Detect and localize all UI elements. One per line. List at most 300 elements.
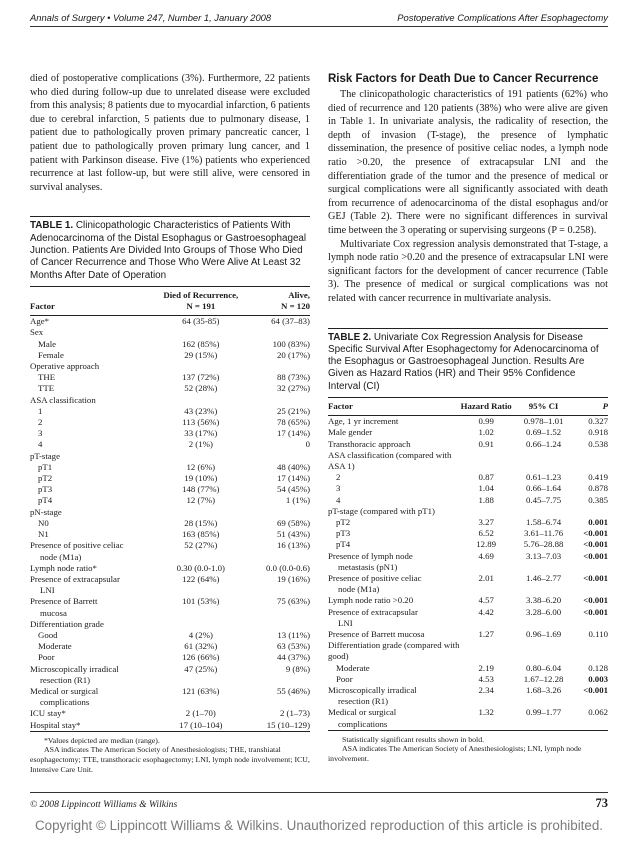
- table1-factor-cell: [30, 641, 159, 652]
- table2-p-value: [574, 640, 608, 662]
- table1-factor-cell: [30, 451, 159, 462]
- journal-citation: Annals of Surgery • Volume 247, Number 1, January 2008: [30, 12, 272, 23]
- table2-head-hr: Hazard Ratio: [460, 400, 512, 411]
- table1-row: [30, 473, 310, 484]
- table1-alive-value: 32 (27%): [277, 383, 310, 394]
- table1-factor: Poor: [38, 652, 55, 663]
- table1-died-value: 148 (77%): [182, 484, 220, 495]
- table2-ci-value: 0.61–1.23: [525, 472, 562, 483]
- table2-head-ci: 95% CI: [528, 400, 559, 411]
- table2-factor: pT-stage (compared with pT1): [328, 505, 435, 516]
- table2-top-rule: [328, 328, 608, 329]
- table2-factor-cell: [328, 506, 460, 517]
- table2-factor: pT3: [336, 528, 351, 539]
- table1-died-value: 137 (72%): [182, 372, 220, 383]
- table1-factor-cell: [30, 462, 159, 473]
- table1-factor-cell: [30, 596, 159, 618]
- table2-row: [328, 551, 608, 573]
- table2-factor: Poor: [336, 673, 353, 684]
- table2-factor: Presence of lymph node: [328, 550, 413, 561]
- table1-alive-value: 75 (63%): [277, 596, 310, 607]
- table1-alive-value: 69 (58%): [277, 517, 310, 528]
- table1-factor-cell: [30, 417, 159, 428]
- table2-factor-cell: [328, 674, 460, 685]
- table1-row: [30, 451, 310, 462]
- table2-ci-value: 3.61–11.76: [523, 528, 564, 539]
- table1-factor: Operative approach: [30, 361, 100, 372]
- table2-factor: Male gender: [328, 427, 373, 438]
- table1-factor: pT4: [38, 495, 53, 506]
- table1-died-value: [159, 327, 243, 338]
- table2-factor-cell: [328, 629, 460, 640]
- table1-died-value: 126 (66%): [182, 652, 220, 663]
- table2-p-value: 0.385: [588, 494, 608, 505]
- table1-factor: 4: [38, 439, 43, 450]
- table2-factor: Moderate: [336, 662, 370, 673]
- table2-row: [328, 495, 608, 506]
- table2-label: TABLE 2.: [328, 331, 372, 343]
- table2-factor-cell: [328, 551, 460, 573]
- table2-factor-cell: [328, 483, 460, 494]
- table1-factor: Hospital stay*: [30, 719, 81, 730]
- table2-factor: Microscopically irradical: [328, 685, 417, 696]
- table1-died-value: 4 (2%): [188, 629, 213, 640]
- table1-died-value: 0.30 (0.0-1.0): [176, 562, 225, 573]
- table1-alive-value: 88 (73%): [277, 372, 310, 383]
- table1-alive-value: 44 (37%): [277, 652, 310, 663]
- table2-ci-value: 5.76–28.88: [523, 539, 564, 550]
- table1-alive-value: [243, 395, 310, 406]
- table1-factor-cell: [30, 518, 159, 529]
- table2-hr-value: 0.91: [478, 438, 494, 449]
- table1-factor: Presence of Barrett: [30, 596, 98, 607]
- table2-p-value: [574, 506, 608, 517]
- table1-factor: Medical or surgical: [30, 685, 99, 696]
- table1-factor-cell: [30, 664, 159, 686]
- table1-died-value: 12 (6%): [186, 461, 216, 472]
- table1-factor-cont: mucosa: [40, 607, 67, 618]
- table1-row: [30, 350, 310, 361]
- table1-factor-cell: [30, 484, 159, 495]
- table1-caption: [30, 220, 310, 281]
- table1-died-value: 122 (64%): [182, 573, 220, 584]
- table2-factor: 2: [336, 472, 341, 483]
- table2-hr-value: [460, 640, 513, 662]
- table1-died-value: 2 (1%): [188, 439, 213, 450]
- table2-factor-cell: [328, 663, 460, 674]
- table1-factor-cell: [30, 428, 159, 439]
- table2-hr-value: 0.87: [478, 472, 494, 483]
- table2-ci-value: 1.67–12.28: [523, 673, 564, 684]
- table2-ci-value: 1.58–6.74: [525, 517, 562, 528]
- table1-row: [30, 339, 310, 350]
- table1-alive-value: 19 (16%): [277, 573, 310, 584]
- table1-row: [30, 395, 310, 406]
- running-header: [30, 10, 608, 27]
- table2-p-value: 0.878: [588, 483, 608, 494]
- table1-row: [30, 361, 310, 372]
- table1-row: [30, 664, 310, 686]
- table2-row: [328, 472, 608, 483]
- table2-row: [328, 629, 608, 640]
- table1-alive-value: 13 (11%): [277, 629, 310, 640]
- table2-factor: 3: [336, 483, 341, 494]
- table1-died-value: [159, 619, 243, 630]
- table1-factor-cell: [30, 339, 159, 350]
- table1-factor: Female: [38, 349, 64, 360]
- table2-row: [328, 663, 608, 674]
- table2-ci-value: 0.66–1.64: [525, 483, 562, 494]
- table2-p-value: 0.538: [588, 438, 608, 449]
- table1-died-value: 28 (15%): [184, 517, 218, 528]
- table1-died-value: 52 (28%): [184, 383, 218, 394]
- intro-paragraph: died of postoperative complications (3%). Furthermore, 22 patients who died during follow-up due to unrelated disease were excluded from this analysis; 8 patients due to myocardial infarction, 6 patients due to cerebral infarction, 5 patients due to pulmonary disease, 1 patient due to pathologically proven primary pancreatic cancer, 1 patient due to pathologically proven primary lung cancer, and 1 patient with Parkinson disease. Five (1%) patients who experienced recurrence at last follow-up, but were still alive, were censored in survival analyses.: [30, 73, 310, 193]
- table1-died-value: 163 (85%): [182, 529, 220, 540]
- table1-alive-value: [243, 361, 310, 372]
- table2-hr-value: 1.32: [478, 707, 494, 718]
- table1-row: [30, 372, 310, 383]
- table1-alive-value: 55 (46%): [277, 685, 310, 696]
- table2-hr-value: 4.69: [478, 550, 494, 561]
- table2-p-value: <0.001: [583, 573, 608, 584]
- table1-factor-cell: [30, 327, 159, 338]
- table2-factor-cont: node (M1a): [338, 584, 380, 595]
- table2-row: [328, 685, 608, 707]
- table1-alive-value: 1 (1%): [285, 495, 310, 506]
- table1-factor: Moderate: [38, 641, 72, 652]
- table2-factor: Presence of Barrett mucosa: [328, 629, 425, 640]
- table1: [30, 286, 310, 732]
- table1-factor: Presence of extracapsular: [30, 573, 120, 584]
- article-short-title: Postoperative Complications After Esophagectomy: [397, 12, 608, 23]
- table2-factor: Differentiation grade (compared with good): [328, 640, 460, 662]
- table1-alive-value: 64 (37–83): [271, 316, 310, 327]
- table2-ci-value: 1.46–2.77: [525, 573, 562, 584]
- table2-hr-value: 4.53: [478, 673, 494, 684]
- table2-factor: pT4: [336, 539, 351, 550]
- table1-row: [30, 540, 310, 562]
- table2-factor-cell: [328, 472, 460, 483]
- table1-row: [30, 383, 310, 394]
- table1-died-value: 12 (7%): [186, 495, 216, 506]
- table1-factor: pT1: [38, 461, 53, 472]
- table1-factor-cell: [30, 720, 159, 732]
- table1-factor: Differentiation grade: [30, 618, 104, 629]
- table2-factor-cont: metastasis (pN1): [338, 561, 398, 572]
- table1-factor-cell: [30, 439, 159, 450]
- table1-died-value: 17 (10–104): [179, 719, 223, 730]
- table1-died-value: 19 (10%): [184, 473, 218, 484]
- table2-p-value: 0.128: [588, 662, 608, 673]
- table1-row: [30, 630, 310, 641]
- table2-factor-cell: [328, 640, 460, 662]
- table1-factor: Male: [38, 338, 57, 349]
- table2-row: [328, 539, 608, 550]
- table2-body: [328, 416, 608, 731]
- table1-factor: Good: [38, 629, 58, 640]
- table1-died-value: 61 (32%): [184, 641, 218, 652]
- table2-hr-value: 2.19: [478, 662, 494, 673]
- table1-factor-cell: [30, 686, 159, 708]
- table1-alive-value: 17 (14%): [277, 473, 310, 484]
- table2-hr-value: 4.57: [478, 595, 494, 606]
- results-paragraph-2: Multivariate Cox regression analysis demonstrated that T-stage, a lymph node ratio >0.20 and the presence of extracapsular LNI were significant factors for the development of cancer recurrence (Table 3). The presence of medical or surgical complications was not related with cancer recurrence in multivariate analysis.: [328, 238, 608, 304]
- table1-body: [30, 316, 310, 732]
- table2-row: [328, 595, 608, 606]
- table1-caption-text: Clinicopathologic Characteristics of Patients With Adenocarcinoma of the Distal Esophagus or Gastroesophageal Junction. Patients Are Divided Into Groups of Those Who Died of Cancer Recurrence and Those Who Were Alive At Least 32 Months After Date of Operation: [30, 220, 307, 281]
- table2-row: [328, 483, 608, 494]
- table2-ci-value: 0.99–1.77: [525, 707, 562, 718]
- table2-footnote-abbrev: ASA indicates The American Society of Anesthesiologists; LNI, lymph node involvement.: [328, 744, 582, 764]
- table2-row: [328, 427, 608, 438]
- table2-factor-cont: LNI: [338, 617, 353, 628]
- footer-publisher: © 2008 Lippincott Williams & Wilkins: [30, 799, 178, 810]
- table1-alive-value: 54 (45%): [277, 484, 310, 495]
- table1-factor: pT-stage: [30, 450, 60, 461]
- table2-ci-value: 0.80–6.04: [525, 662, 562, 673]
- table1-row: [30, 574, 310, 596]
- table1-alive-value: [243, 451, 310, 462]
- copyright-notice: Copyright © Lippincott Williams & Wilkins. Unauthorized reproduction of this article is prohibited.: [34, 818, 604, 833]
- table1-factor-cell: [30, 350, 159, 361]
- table2-factor-cell: [328, 528, 460, 539]
- table1-factor-cell: [30, 708, 159, 719]
- table1-factor: Age*: [30, 316, 50, 327]
- footer-rule: [30, 792, 608, 793]
- table2-factor-cell: [328, 685, 460, 707]
- table2-factor-cell: [328, 517, 460, 528]
- table2-row: [328, 640, 608, 662]
- table1-factor-cont: node (M1a): [40, 551, 82, 562]
- table1-alive-value: 100 (83%): [272, 338, 310, 349]
- table1-row: [30, 507, 310, 518]
- table1-factor: Lymph node ratio*: [30, 562, 97, 573]
- table1-head-alive-1: Alive,: [288, 289, 310, 300]
- table2-row: [328, 517, 608, 528]
- table2-ci-value: 0.96–1.69: [525, 629, 562, 640]
- table2-ci-value: [513, 640, 575, 662]
- table1-row: [30, 652, 310, 663]
- table2-hr-value: 2.34: [478, 685, 494, 696]
- table1-alive-value: 25 (21%): [277, 405, 310, 416]
- table2-p-value: 0.062: [588, 707, 608, 718]
- table2-head-p: P: [602, 400, 608, 411]
- table1-alive-value: 17 (14%): [277, 428, 310, 439]
- table2-p-value: <0.001: [583, 550, 608, 561]
- table1-head-alive-2: N = 120: [281, 301, 310, 312]
- table1-row: [30, 708, 310, 719]
- table1-died-value: [159, 361, 243, 372]
- table1-died-value: 64 (35-85): [182, 316, 220, 327]
- table2-row: [328, 707, 608, 730]
- table2-factor-cell: [328, 707, 460, 730]
- table1-alive-value: 48 (40%): [277, 461, 310, 472]
- table1-died-value: 52 (27%): [184, 540, 218, 551]
- results-paragraph-1: The clinicopathologic characteristics of 191 patients (62%) who died of recurrence and 120 patients (38%) who were alive are given in Table 1. In univariate analysis, the radicality of resection, the depth of invasion (T-stage), the presence of lymphatic dissemination, the presence of positive celiac nodes, a lymph node ratio >0.20, the presence of extracapsular LNI and the differentiation grade of the tumor and the presence of medical or surgical complications were all significantly associated with death from recurrence of adenocarcinoma of the distal esophagus and/or GEJ (Table 2). There were no significant differences in survival time between the 3 operating or supervising surgeons (P = 0.258).: [328, 89, 608, 236]
- table1-row: [30, 641, 310, 652]
- section-heading: Risk Factors for Death Due to Cancer Recurrence: [328, 73, 599, 85]
- table1-died-value: 29 (15%): [184, 349, 218, 360]
- table2-hr-value: 6.52: [478, 528, 494, 539]
- table1-factor-cell: [30, 630, 159, 641]
- table1-head-died-2: N = 191: [186, 301, 216, 312]
- table2-hr-value: 1.88: [478, 494, 494, 505]
- table1-alive-value: [243, 327, 310, 338]
- table2-ci-value: 0.69–1.52: [525, 427, 562, 438]
- table1-alive-value: 63 (53%): [277, 641, 310, 652]
- table1-factor-cell: [30, 529, 159, 540]
- table1-factor: TTE: [38, 383, 55, 394]
- table1-alive-value: 0: [305, 439, 310, 450]
- table2-factor-cell: [328, 495, 460, 506]
- table2-factor-cell: [328, 539, 460, 550]
- table1-alive-value: 15 (10–129): [266, 719, 310, 730]
- table1-factor-cell: [30, 540, 159, 562]
- table2-p-value: 0.327: [588, 416, 608, 427]
- table1-label: TABLE 1.: [30, 220, 74, 232]
- table1-factor: pN-stage: [30, 506, 62, 517]
- table2-p-value: <0.001: [583, 606, 608, 617]
- table1-factor-cont: LNI: [40, 585, 55, 596]
- table1-died-value: 43 (23%): [184, 405, 218, 416]
- table2-hr-value: [460, 506, 513, 517]
- table1-factor: Presence of positive celiac: [30, 540, 124, 551]
- table2-ci-value: 0.45–7.75: [525, 494, 562, 505]
- table1-factor-cell: [30, 395, 159, 406]
- table2-factor-cell: [328, 416, 460, 428]
- table1-died-value: [159, 395, 243, 406]
- table2-factor: ASA classification (compared with ASA 1): [328, 449, 452, 471]
- table1-factor-cell: [30, 652, 159, 663]
- table2-factor: Lymph node ratio >0.20: [328, 595, 414, 606]
- table1-died-value: 33 (17%): [184, 428, 218, 439]
- table1-factor-cell: [30, 372, 159, 383]
- table2-factor: Presence of extracapsular: [328, 606, 418, 617]
- table2-p-value: [574, 450, 608, 472]
- table1-factor: Sex: [30, 327, 44, 338]
- table1-footnote-abbrev: ASA indicates The American Society of Anesthesiologists; THE, transhiatal esophagectomy; TTE, transthoracic esophagectomy; LNI, lymph node involvement; ICU, Intensive Care Unit.: [30, 745, 310, 774]
- table2-factor: 4: [336, 494, 341, 505]
- table2-p-value: 0.001: [588, 517, 608, 528]
- table1-factor: ASA classification: [30, 394, 96, 405]
- table2-p-value: 0.918: [588, 427, 608, 438]
- table1-row: [30, 495, 310, 506]
- table1-row: [30, 406, 310, 417]
- table1-alive-value: 20 (17%): [277, 349, 310, 360]
- table2-hr-value: 1.27: [478, 629, 494, 640]
- table2-hr-value: 12.89: [476, 539, 497, 550]
- table1-row: [30, 439, 310, 450]
- table1-died-value: 121 (63%): [182, 685, 220, 696]
- table1-alive-value: [243, 619, 310, 630]
- table2-ci-value: [513, 450, 575, 472]
- table2-row: [328, 416, 608, 428]
- table2-row: [328, 528, 608, 539]
- table1-factor: Microscopically irradical: [30, 663, 119, 674]
- table2-factor-cell: [328, 439, 460, 450]
- table1-factor-cell: [30, 495, 159, 506]
- table1-row: [30, 428, 310, 439]
- table1-factor-cell: [30, 406, 159, 417]
- table1-alive-value: 0.0 (0.0-0.6): [266, 562, 310, 573]
- table2-factor-cell: [328, 427, 460, 438]
- table2-p-value: 0.003: [588, 673, 608, 684]
- table1-head-died-1: Died of Recurrence,: [163, 289, 239, 300]
- table1-factor-cont: resection (R1): [40, 674, 91, 685]
- table1-died-value: [159, 507, 243, 518]
- table2-factor: Presence of positive celiac: [328, 573, 422, 584]
- table2-p-value: 0.110: [588, 629, 608, 640]
- table2-factor-cell: [328, 573, 460, 595]
- table2-caption-text: Univariate Cox Regression Analysis for Disease Specific Survival After Esophagectomy for Adenocarcinoma of the Esophagus or Gastroesophageal Junction. Results Are Given as Hazard Ratios (HR) and Their 95% Confidence Interval (CI): [328, 331, 599, 392]
- table1-alive-value: 78 (65%): [277, 417, 310, 428]
- table2-row: [328, 573, 608, 595]
- table1-factor: N0: [38, 517, 49, 528]
- table1-died-value: [159, 451, 243, 462]
- table2-factor-cell: [328, 595, 460, 606]
- table2-ci-value: 3.28–6.00: [525, 606, 562, 617]
- table1-factor-cont: complications: [40, 697, 90, 708]
- table1-died-value: 113 (56%): [182, 417, 220, 428]
- table1-factor: pT3: [38, 484, 53, 495]
- table2-hr-value: 1.02: [478, 427, 494, 438]
- table2-factor: pT2: [336, 517, 351, 528]
- table1-factor: THE: [38, 372, 56, 383]
- table2-p-value: <0.001: [583, 595, 608, 606]
- table1-alive-value: [243, 507, 310, 518]
- table2-factor-cell: [328, 450, 460, 472]
- table2-row: [328, 607, 608, 629]
- table1-row: [30, 316, 310, 328]
- table2-hr-value: 1.04: [478, 483, 494, 494]
- table1-alive-value: 2 (1–73): [279, 708, 310, 719]
- table2-p-value: <0.001: [583, 528, 608, 539]
- table1-factor-cell: [30, 361, 159, 372]
- table1-factor: 1: [38, 405, 43, 416]
- table2-head-factor: Factor: [328, 400, 353, 411]
- table1-row: [30, 686, 310, 708]
- table2-ci-value: 0.978–1.01: [523, 416, 564, 427]
- table1-row: [30, 596, 310, 618]
- table1-footnote-median: *Values depicted are median (range).: [44, 735, 160, 745]
- table1-factor: pT2: [38, 473, 53, 484]
- table2-hr-value: 0.99: [478, 416, 494, 427]
- table2-factor-cell: [328, 607, 460, 629]
- table1-died-value: 2 (1–70): [185, 708, 216, 719]
- table2-ci-value: 3.13–7.03: [525, 550, 562, 561]
- left-column: [30, 72, 310, 774]
- table2-row: [328, 674, 608, 685]
- table2-factor: Age, 1 yr increment: [328, 416, 399, 427]
- table1-row: [30, 720, 310, 732]
- table1-row: [30, 518, 310, 529]
- table1-head-factor: Factor: [30, 301, 55, 312]
- table1-row: [30, 529, 310, 540]
- table1-factor-cell: [30, 619, 159, 630]
- table1-row: [30, 462, 310, 473]
- table1-died-value: 162 (85%): [182, 338, 220, 349]
- table1-died-value: 47 (25%): [184, 663, 218, 674]
- table1-row: [30, 327, 310, 338]
- table1-alive-value: 16 (13%): [277, 540, 310, 551]
- table2-ci-value: 1.68–3.26: [525, 685, 562, 696]
- table1-factor-cell: [30, 473, 159, 484]
- table1-factor: 3: [38, 428, 43, 439]
- table1-factor-cell: [30, 574, 159, 596]
- table2-hr-value: 2.01: [478, 573, 494, 584]
- table2-ci-value: 0.66–1.24: [525, 438, 562, 449]
- table2-factor: Medical or surgical: [328, 707, 397, 718]
